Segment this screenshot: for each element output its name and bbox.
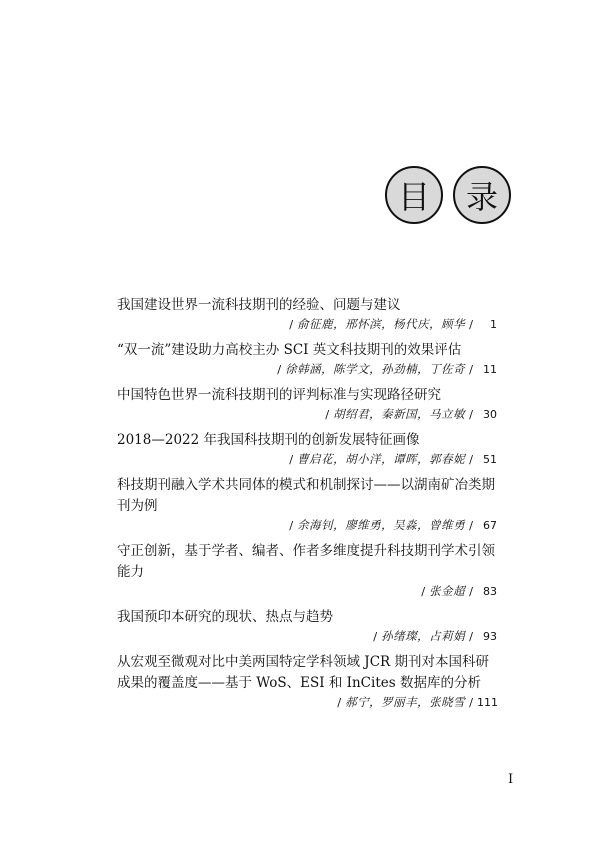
entry-byline: / 郝宁，罗丽丰，张晓雪 / 111 <box>337 695 498 709</box>
entry-page: 83 <box>483 585 497 598</box>
entry-byline: / 余海钊，廖维勇，吴淼，曾维勇 / 67 <box>289 518 497 532</box>
entry-page: 111 <box>477 696 498 709</box>
toc-entry[interactable] <box>117 652 497 718</box>
toc-entry[interactable] <box>117 430 497 475</box>
entry-authors: 余海钊，廖维勇，吴淼，曾维勇 <box>297 518 466 532</box>
entry-authors: 胡绍君，秦新国，马立敏 <box>333 407 466 421</box>
entry-title: 守正创新，基于学者、编者、作者多维度提升科技期刊学术引领能力 <box>117 543 495 580</box>
entry-page: 93 <box>483 630 497 643</box>
entry-byline: / 俞征鹿，邢怀滨，杨代庆，顾华 / 1 <box>289 317 497 331</box>
table-of-contents <box>117 295 497 718</box>
entry-title: 中国特色世界一流科技期刊的评判标准与实现路径研究 <box>117 387 441 403</box>
entry-page: 30 <box>483 408 497 421</box>
heading-char-1: 目 <box>385 166 443 224</box>
entry-byline: / 胡绍君，秦新国，马立敏 / 30 <box>325 407 497 421</box>
page-number: I <box>508 772 514 787</box>
entry-page: 67 <box>483 519 497 532</box>
toc-heading <box>385 166 513 226</box>
toc-entry[interactable] <box>117 385 497 430</box>
toc-entry[interactable] <box>117 475 497 541</box>
toc-entry[interactable] <box>117 340 497 385</box>
entry-authors: 郝宁，罗丽丰，张晓雪 <box>345 695 466 709</box>
toc-entry[interactable] <box>117 541 497 607</box>
entry-title: “双一流”建设助力高校主办 SCI 英文科技期刊的效果评估 <box>117 342 462 358</box>
entry-byline: / 孙绪璨，占莉娟 / 93 <box>373 629 497 643</box>
entry-byline: / 张金超 / 83 <box>421 584 497 598</box>
entry-authors: 孙绪璨，占莉娟 <box>381 629 466 643</box>
entry-page: 11 <box>483 363 497 376</box>
entry-page: 1 <box>490 318 497 331</box>
toc-entry[interactable] <box>117 607 497 652</box>
toc-entry[interactable] <box>117 295 497 340</box>
heading-char-2: 录 <box>453 166 511 224</box>
entry-authors: 徐韩涵，陈学文，孙劲楠，丁佐奇 <box>285 362 466 376</box>
entry-authors: 张金超 <box>429 584 466 598</box>
entry-authors: 俞征鹿，邢怀滨，杨代庆，顾华 <box>297 317 466 331</box>
entry-byline: / 徐韩涵，陈学文，孙劲楠，丁佐奇 / 11 <box>277 362 497 376</box>
entry-title: 我国建设世界一流科技期刊的经验、问题与建议 <box>117 297 401 313</box>
entry-authors: 曹启花，胡小洋，谭晖，郭春妮 <box>297 452 466 466</box>
entry-title: 2018—2022 年我国科技期刊的创新发展特征画像 <box>117 432 420 448</box>
entry-title: 我国预印本研究的现状、热点与趋势 <box>117 609 333 625</box>
entry-title: 从宏观至微观对比中美两国特定学科领域 JCR 期刊对本国科研成果的覆盖度——基于 WoS、ESI 和 InCites 数据库的分析 <box>117 654 489 691</box>
entry-page: 51 <box>483 453 497 466</box>
entry-byline: / 曹启花，胡小洋，谭晖，郭春妮 / 51 <box>289 452 497 466</box>
entry-title: 科技期刊融入学术共同体的模式和机制探讨——以湖南矿冶类期刊为例 <box>117 477 495 514</box>
